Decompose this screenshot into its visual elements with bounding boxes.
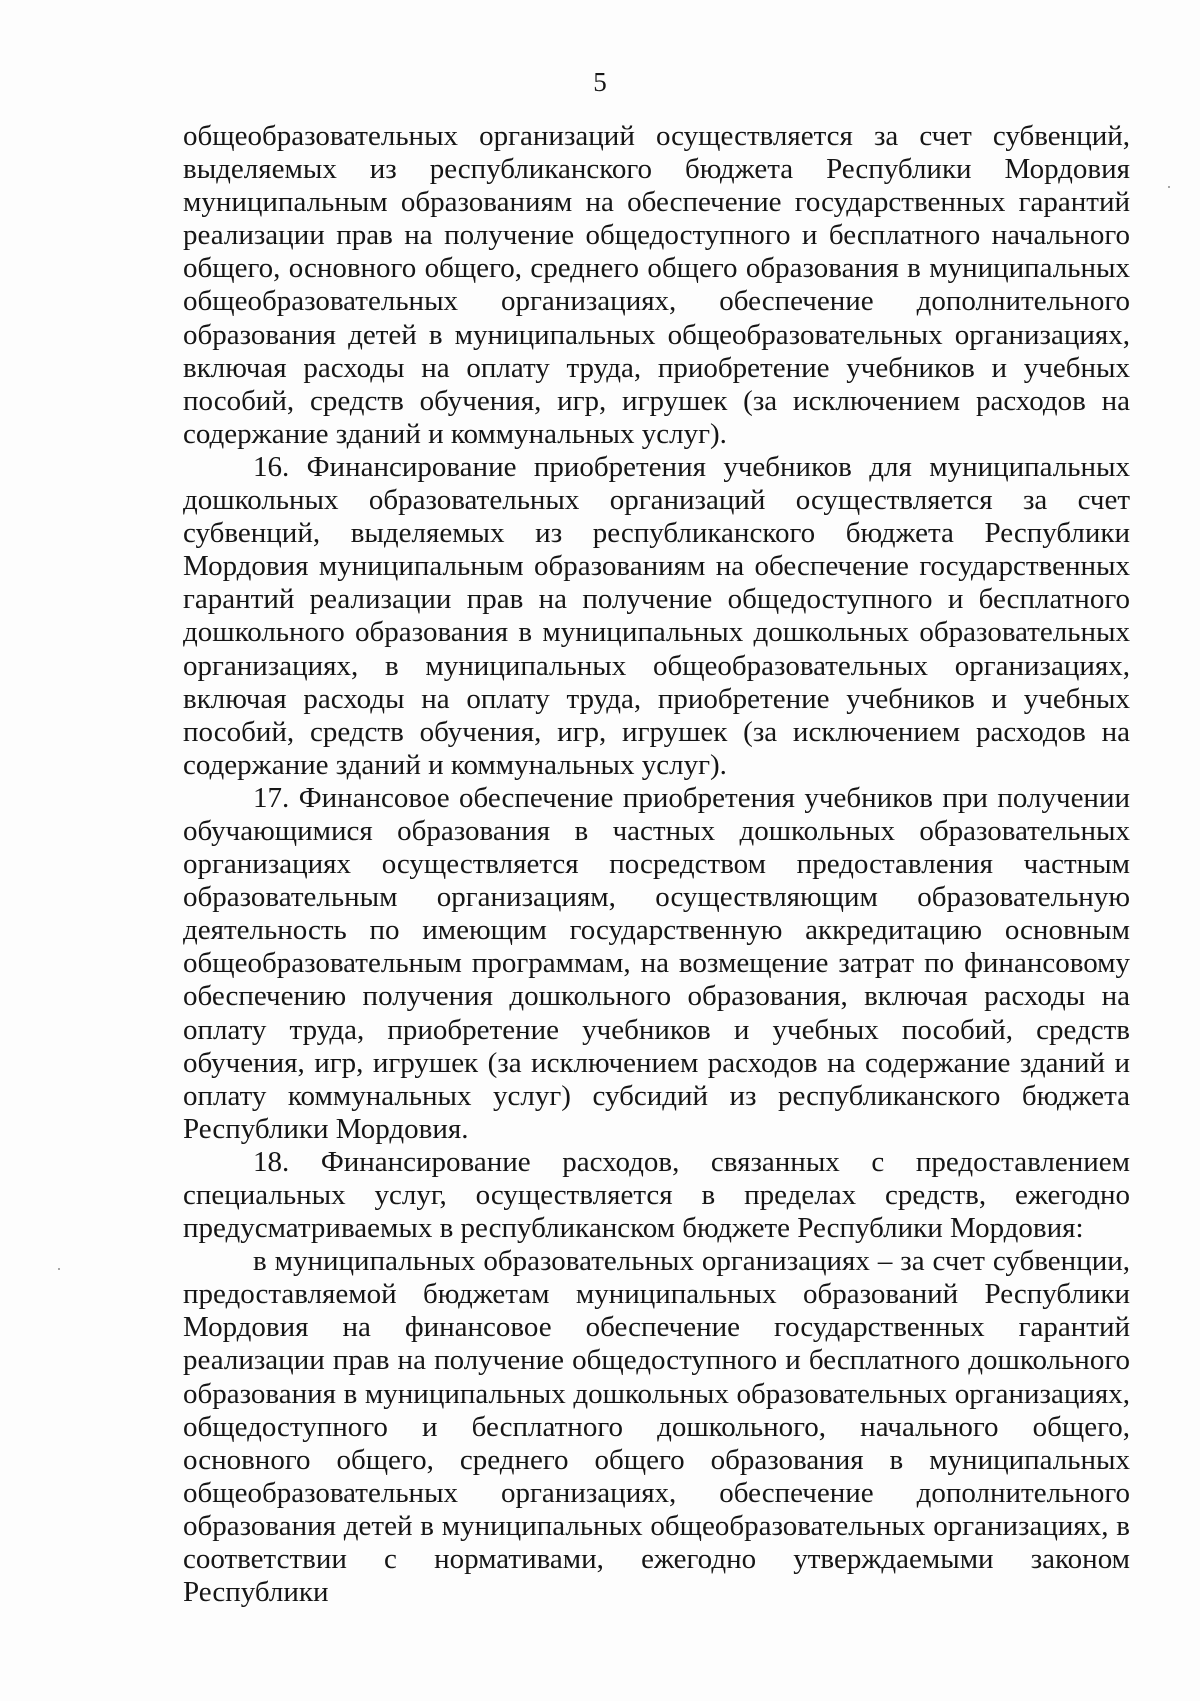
paragraph-item-18: 18. Финансирование расходов, связанных с предоставлением специальных услуг, осуществляется в пределах средств, ежегодно предусматриваемых в республиканском бюджете Республики Мордовия: <box>183 1145 1130 1245</box>
document-body <box>183 120 1130 1609</box>
paragraph-item-17: 17. Финансовое обеспечение приобретения учебников при получении обучающимися образования в частных дошкольных образовательных организациях осуществляется посредством предоставления частным образовательным организациям, осуществляющим образовательную деятельность по имеющим государственную аккредитацию основным общеобразовательным программам, на возмещение затрат по финансовому обеспечению получения дошкольного образования, включая расходы на оплату труда, приобретение учебников и учебных пособий, средств обучения, игр, игрушек (за исключением расходов на содержание зданий и оплату коммунальных услуг) субсидий из республиканского бюджета Республики Мордовия. <box>183 781 1130 1145</box>
page-number: 5 <box>593 67 607 97</box>
paragraph-item-18-clause: в муниципальных образовательных организациях – за счет субвенции, предоставляемой бюджетам муниципальных образований Республики Мордовия на финансовое обеспечение государственных гарантий реализации прав на получение общедоступного и бесплатного дошкольного образования в муниципальных дошкольных образовательных организациях, общедоступного и бесплатного дошкольного, начального общего, основного общего, среднего общего образования в муниципальных общеобразовательных организациях, обеспечение дополнительного образования детей в муниципальных общеобразовательных организациях, в соответствии с нормативами, ежегодно утверждаемыми законом Республики <box>183 1245 1130 1609</box>
paragraph-continuation: общеобразовательных организаций осуществляется за счет субвенций, выделяемых из республиканского бюджета Республики Мордовия муниципальным образованиям на обеспечение государственных гарантий реализации прав на получение общедоступного и бесплатного начального общего, основного общего, среднего общего образования в муниципальных общеобразовательных организациях, обеспечение дополнительного образования детей в муниципальных общеобразовательных организациях, включая расходы на оплату труда, приобретение учебников и учебных пособий, средств обучения, игр, игрушек (за исключением расходов на содержание зданий и коммунальных услуг). <box>183 120 1130 450</box>
paragraph-item-16: 16. Финансирование приобретения учебников для муниципальных дошкольных образовательных организаций осуществляется за счет субвенций, выделяемых из республиканского бюджета Республики Мордовия муниципальным образованиям на обеспечение государственных гарантий реализации прав на получение общедоступного и бесплатного дошкольного образования в муниципальных дошкольных образовательных организациях, в муниципальных общеобразовательных организациях, включая расходы на оплату труда, приобретение учебников и учебных пособий, средств обучения, игр, игрушек (за исключением расходов на содержание зданий и коммунальных услуг). <box>183 450 1130 781</box>
scan-speck <box>1168 186 1170 188</box>
scan-speck <box>58 1268 60 1270</box>
